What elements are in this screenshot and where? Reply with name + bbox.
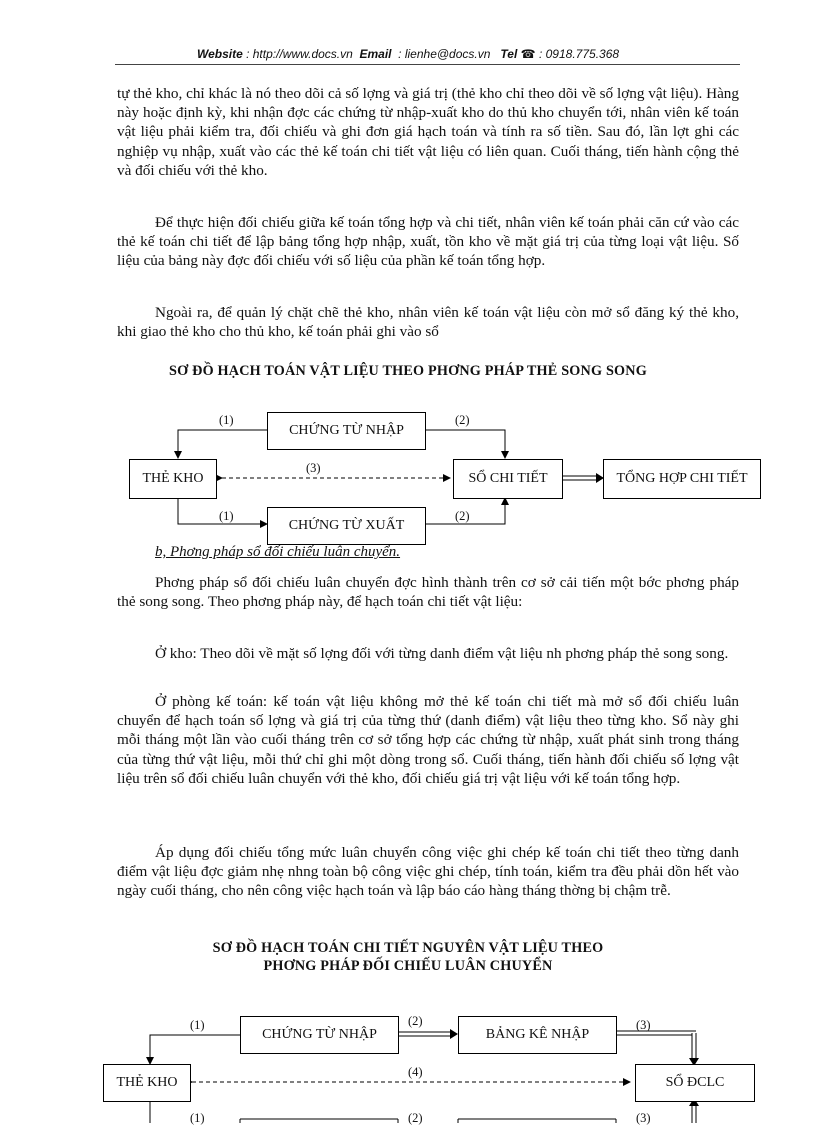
d2-box-the-kho: THẺ KHO	[103, 1064, 191, 1102]
diagram2-title-line2: PHƠNG PHÁP ĐỐI CHIẾU LUÂN CHUYỂN	[263, 958, 553, 974]
d2-label-2-bottom: (2)	[408, 1111, 423, 1125]
website-label: Website	[196, 47, 243, 61]
paragraph-2: Để thực hiện đối chiếu giữa kế toán tổng hợp và chi tiết, nhân viên kế toán phải căn cứ vào các thẻ kế toán chi tiết để lập bảng tổng hợp nhập, xuất, tồn kho về mặt giá trị của từng loại vật liệu. Số liệu của bảng này đợc đối chiếu với số liệu của phần kế toán tổng hợp.	[117, 214, 739, 270]
d2-label-2: (2)	[408, 1014, 423, 1028]
box-the-kho: THẺ KHO	[129, 459, 217, 499]
d2-label-4: (4)	[408, 1065, 423, 1079]
paragraph-1: tự thẻ kho, chỉ khác là nó theo dõi cả số lợng và giá trị (thẻ kho chỉ theo dõi về số lợng vật liệu). Hàng này hoặc định kỳ, khi nhận đợc các chứng từ nhập-xuất kho do thủ kho chuyển tới, nhân viên kế toán vật liệu phải kiểm tra, đối chiếu và ghi đơn giá hạch toán và tính ra số tiền. Sau đó, lần lợt ghi các nghiệp vụ nhập, xuất vào các thẻ kế toán chi tiết vật liệu có liên quan. Cuối tháng, tiến hành cộng thẻ và đối chiếu với thẻ kho.	[117, 85, 739, 179]
d2-label-1: (1)	[190, 1018, 205, 1032]
d1-label-2-top: (2)	[455, 413, 470, 427]
paragraph-3: Ngoài ra, để quản lý chặt chẽ thẻ kho, nhân viên kế toán vật liệu còn mở sổ đăng ký thẻ kho, khi giao thẻ kho cho thủ kho, kế toán phải ghi vào sổ	[117, 304, 739, 341]
paragraph-5: Ở kho: Theo dõi về mặt số lợng đối với từng danh điểm vật liệu nh phơng pháp thẻ song song.	[155, 645, 729, 662]
d1-label-1-top: (1)	[219, 413, 234, 427]
tel-label: Tel	[500, 47, 518, 61]
email-value[interactable]: : lienhe@docs.vn	[398, 47, 491, 61]
box-tong-hop-chi-tiet: TỔNG HỢP CHI TIẾT	[603, 459, 761, 499]
d2-box-so-dclc: SỔ ĐCLC	[635, 1064, 755, 1102]
d2-box-chung-tu-nhap: CHỨNG TỪ NHẬP	[240, 1016, 399, 1054]
d2-box-bang-ke-nhap: BẢNG KÊ NHẬP	[458, 1016, 617, 1054]
d1-label-2-bottom: (2)	[455, 509, 470, 523]
tel-value: : 0918.775.368	[538, 47, 620, 61]
d1-label-3: (3)	[306, 461, 321, 475]
section-subheading: b, Phơng pháp sổ đối chiếu luân chuyển.	[155, 544, 401, 560]
phone-icon: ☎	[520, 47, 536, 61]
paragraph-7: Áp dụng đối chiếu tổng mức luân chuyển công việc ghi chép kế toán chi tiết theo từng danh điểm vật liệu đợc giảm nhẹ nhng toàn bộ công việc ghi chép, tính toán, kiểm tra đều phải dồn hết vào ngày cuối tháng, cho nên công việc hạch toán và lập báo cáo hàng tháng thờng bị chậm trễ.	[117, 844, 739, 900]
diagram1-title: SƠ ĐỒ HẠCH TOÁN VẬT LIỆU THEO PHƠNG PHÁP THẺ SONG SONG	[169, 363, 647, 379]
paragraph-6: Ở phòng kế toán: kế toán vật liệu không mở thẻ kế toán chi tiết mà mở sổ đối chiếu luân chuyển để hạch toán số lợng và giá trị của từng thứ (danh điểm) vật liệu theo từng kho. Sổ này ghi mỗi tháng một lần vào cuối tháng trên cơ sở tổng hợp các chứng từ nhập, xuất phát sinh trong tháng của từng thứ vật liệu, mỗi thứ chỉ ghi một dòng trong sổ. Cuối tháng, tiến hành đối chiếu số lợng vật liệu trên sổ đối chiếu luân chuyển với thẻ kho, đối chiếu giá trị vật liệu với kế toán tổng hợp.	[117, 693, 739, 787]
paragraph-4: Phơng pháp sổ đối chiếu luân chuyển đợc hình thành trên cơ sở cải tiến một bớc phơng pháp thẻ song song. Theo phơng pháp này, để hạch toán chi tiết vật liệu:	[117, 574, 739, 611]
box-chung-tu-xuat: CHỨNG TỪ XUẤT	[267, 507, 426, 545]
box-so-chi-tiet: SỔ CHI TIẾT	[453, 459, 563, 499]
d2-label-1-bottom: (1)	[190, 1111, 205, 1125]
email-label: Email	[359, 47, 392, 61]
diagram2-title-line1: SƠ ĐỒ HẠCH TOÁN CHI TIẾT NGUYÊN VẬT LIỆU THEO	[212, 940, 604, 956]
box-chung-tu-nhap: CHỨNG TỪ NHẬP	[267, 412, 426, 450]
website-value[interactable]: : http://www.docs.vn	[246, 47, 353, 61]
d2-label-3-bottom: (3)	[636, 1111, 651, 1125]
d1-label-1-bottom: (1)	[219, 509, 234, 523]
d2-label-3: (3)	[636, 1018, 651, 1032]
